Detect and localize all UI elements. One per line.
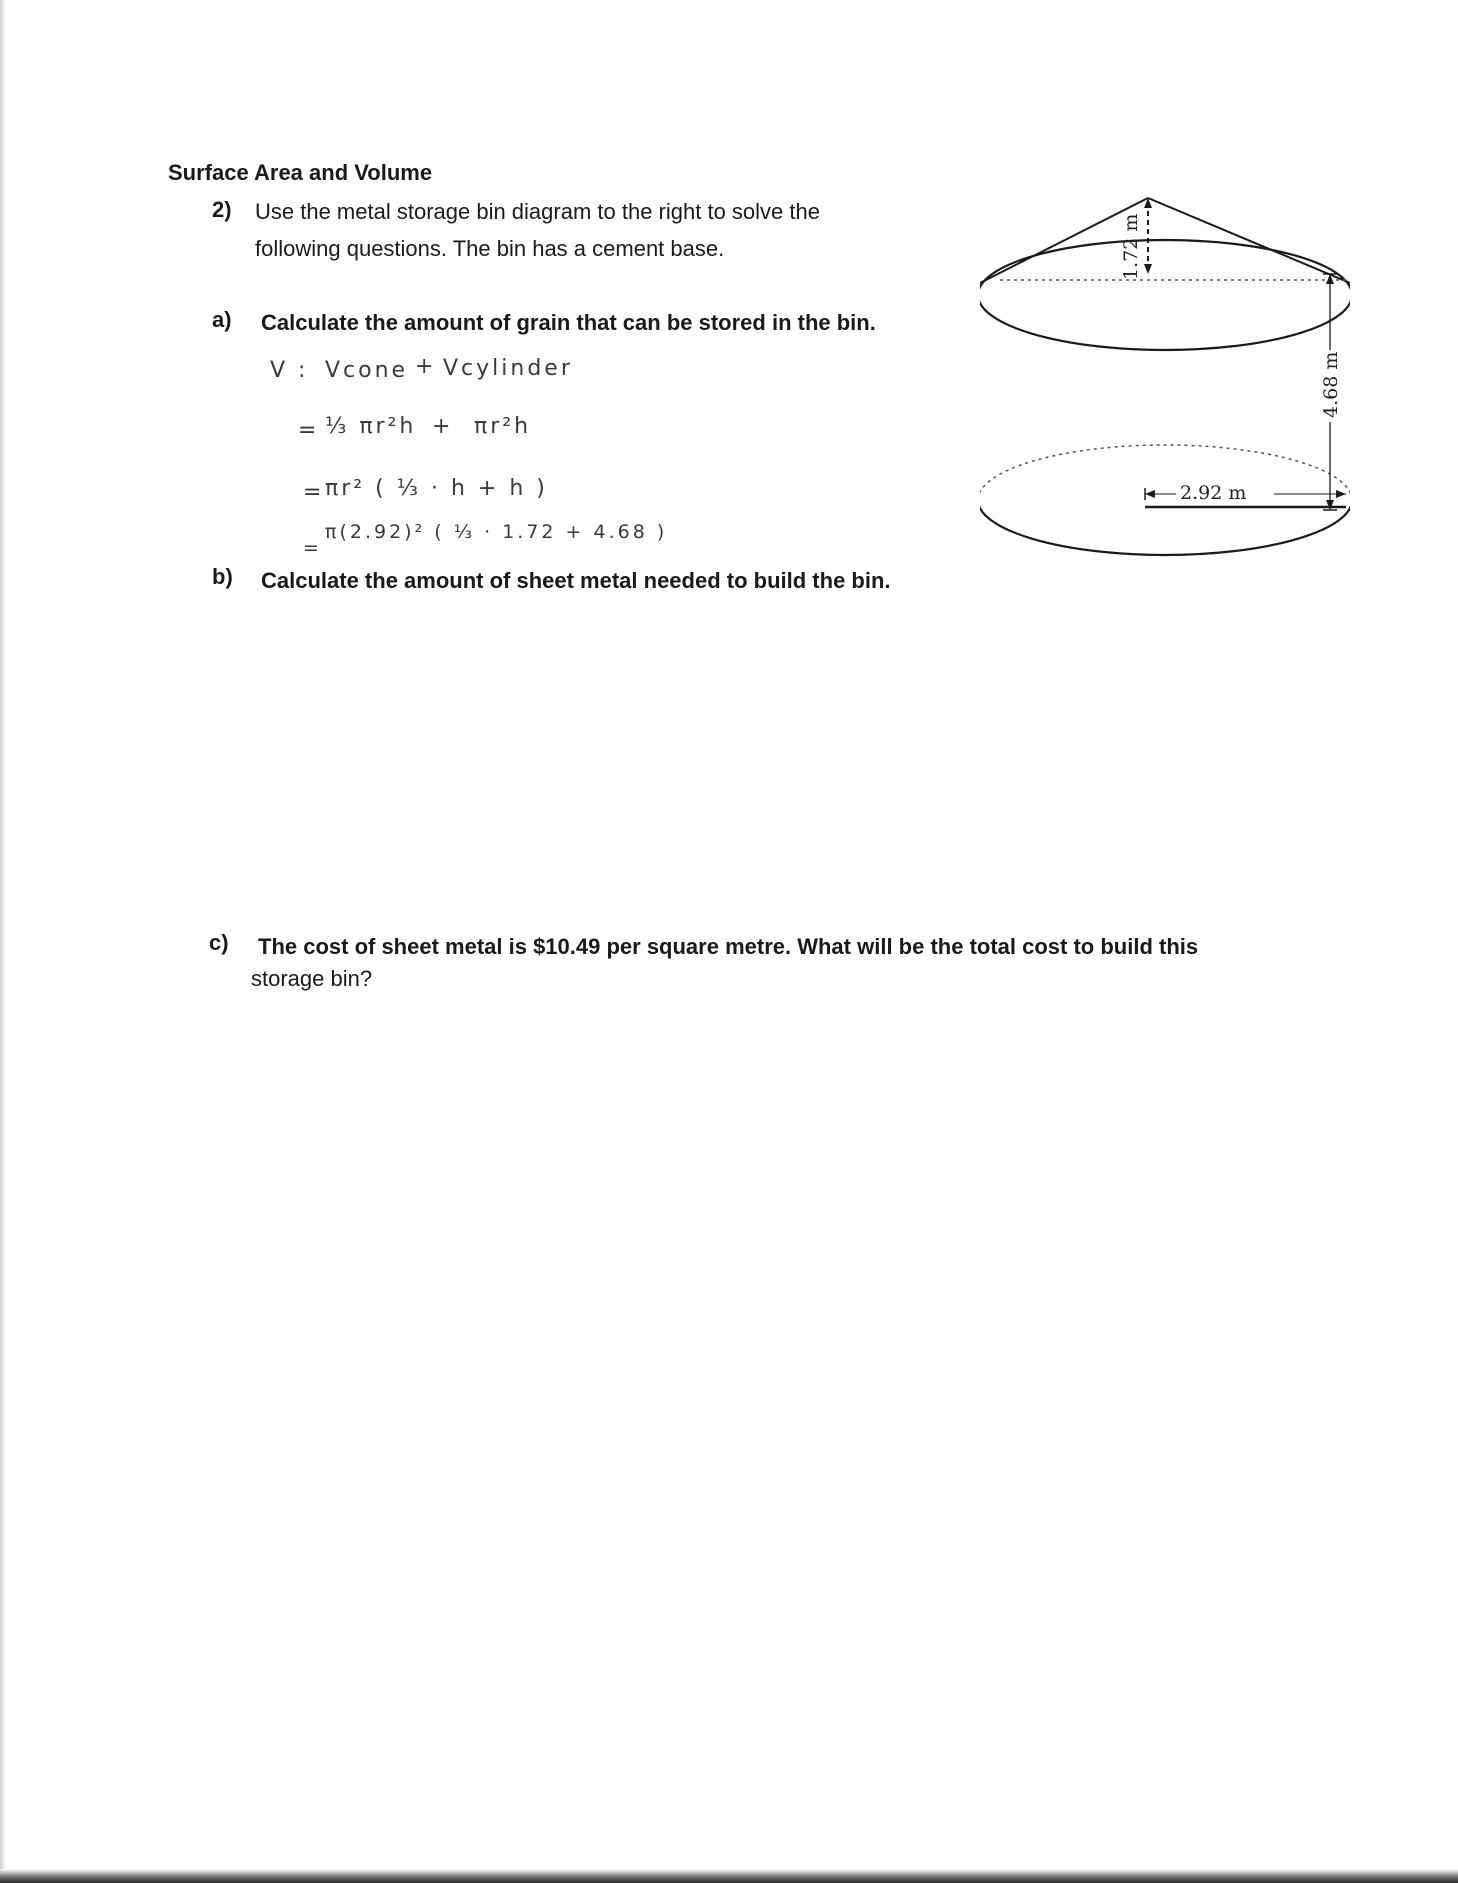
cylinder-height-arrow-bottom bbox=[1326, 500, 1334, 510]
cylinder-bottom-back bbox=[980, 445, 1350, 500]
cylinder-top-ellipse bbox=[980, 240, 1350, 350]
handwriting-plus-1: + bbox=[415, 354, 437, 379]
handwriting-eq-3: = bbox=[303, 480, 325, 505]
cone-height-arrow-bottom bbox=[1144, 264, 1152, 274]
storage-bin-diagram bbox=[980, 180, 1350, 570]
page-left-shadow bbox=[0, 0, 6, 1883]
handwriting-vcylinder: Vcylinder bbox=[443, 356, 573, 381]
part-b-text: Calculate the amount of sheet metal needed to build the bin. bbox=[261, 568, 891, 593]
handwriting-plus-2: + bbox=[432, 414, 454, 439]
part-c-text-line1: The cost of sheet metal is $10.49 per square metre. What will be the total cost to build this bbox=[258, 934, 1199, 959]
radius-arrow-left bbox=[1145, 490, 1155, 498]
question-text-line1: Use the metal storage bin diagram to the right to solve the bbox=[255, 199, 820, 224]
handwriting-cylinder-formula: πr²h bbox=[474, 414, 532, 439]
handwriting-eq-2: = bbox=[298, 418, 320, 443]
question-number: 2) bbox=[212, 197, 232, 222]
handwriting-vcone: Vcone bbox=[325, 358, 409, 383]
part-c-text-line2: storage bin? bbox=[251, 966, 373, 991]
page-bottom-shadow bbox=[0, 1869, 1458, 1883]
handwriting-cone-formula: ⅓ πr²h bbox=[325, 414, 417, 439]
handwriting-substituted: π(2.92)² ( ⅓ · 1.72 + 4.68 ) bbox=[325, 521, 668, 543]
handwriting-factored: πr² ( ⅓ · h + h ) bbox=[325, 476, 548, 501]
part-b-label: b) bbox=[212, 564, 233, 589]
cone-height-label: 1.72 m bbox=[1120, 213, 1142, 280]
cylinder-height-arrow-top bbox=[1326, 274, 1334, 284]
part-a-label: a) bbox=[212, 307, 232, 332]
radius-label: 2.92 m bbox=[1180, 482, 1247, 504]
cylinder-height-label: 4.68 m bbox=[1320, 351, 1342, 418]
handwriting-v: V : bbox=[270, 358, 309, 383]
cylinder-height-dimension bbox=[1310, 270, 1350, 515]
part-a-text: Calculate the amount of grain that can be stored in the bin. bbox=[261, 310, 876, 335]
handwriting-eq-4: = bbox=[303, 537, 322, 559]
cylinder-bottom-front bbox=[980, 500, 1350, 555]
part-c-label: c) bbox=[209, 930, 229, 955]
question-text-line2: following questions. The bin has a cement base. bbox=[255, 236, 725, 261]
page-title: Surface Area and Volume bbox=[168, 160, 433, 185]
